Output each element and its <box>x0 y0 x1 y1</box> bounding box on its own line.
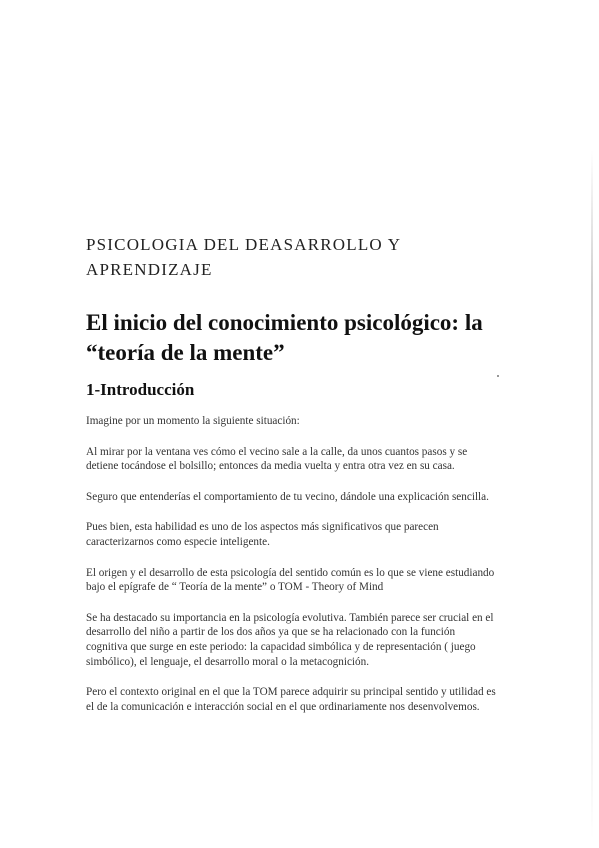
paragraph: Imagine por un momento la siguiente situación: <box>86 415 300 427</box>
course-title-line-2: APRENDIZAJE <box>86 260 213 279</box>
paragraph: El origen y el desarrollo de esta psicología del sentido común es lo que se viene estudiando bajo el epígrafe de “ Teoría de la mente” o TOM - Theory of Mind <box>86 566 495 594</box>
scan-edge-shadow <box>591 150 593 840</box>
paragraph: Pero el contexto original en el que la TOM parece adquirir su principal sentido y utilidad es el de la comunicación e interacción social en el que ordinariamente nos desenvolvemos. <box>86 686 496 713</box>
paragraph: Al mirar por la ventana ves cómo el vecino sale a la calle, da unos cuantos pasos y se detiene tocándose el bolsillo; entonces da media vuelta y entra otra vez en su casa. <box>86 445 468 473</box>
paragraph: Se ha destacado su importancia en la psicología evolutiva. También parece ser crucial en el desarrollo del niño a partir de los dos años ya que se ha relacionado con la función cognitiva que surge en este periodo: la capacidad simbólica y de representación ( juego simbólico), el lenguaje, el desarrollo moral o la metacognición. <box>86 611 494 668</box>
course-title <box>86 232 506 282</box>
document-title-line-1: El inicio del conocimiento psicológico: la <box>86 310 483 335</box>
scan-speck <box>497 375 499 377</box>
document-title <box>86 308 526 368</box>
course-title-line-1: PSICOLOGIA DEL DEASARROLLO Y <box>86 235 402 254</box>
section-heading: 1-Introducción <box>86 380 195 399</box>
document-title-line-2: “teoría de la mente” <box>86 340 285 365</box>
paragraph: Seguro que entenderías el comportamiento de tu vecino, dándole una explicación sencilla. <box>86 490 489 503</box>
paragraph: Pues bien, esta habilidad es uno de los aspectos más significativos que parecen caracterizarnos como especie inteligente. <box>86 521 439 548</box>
body-text <box>86 414 496 730</box>
